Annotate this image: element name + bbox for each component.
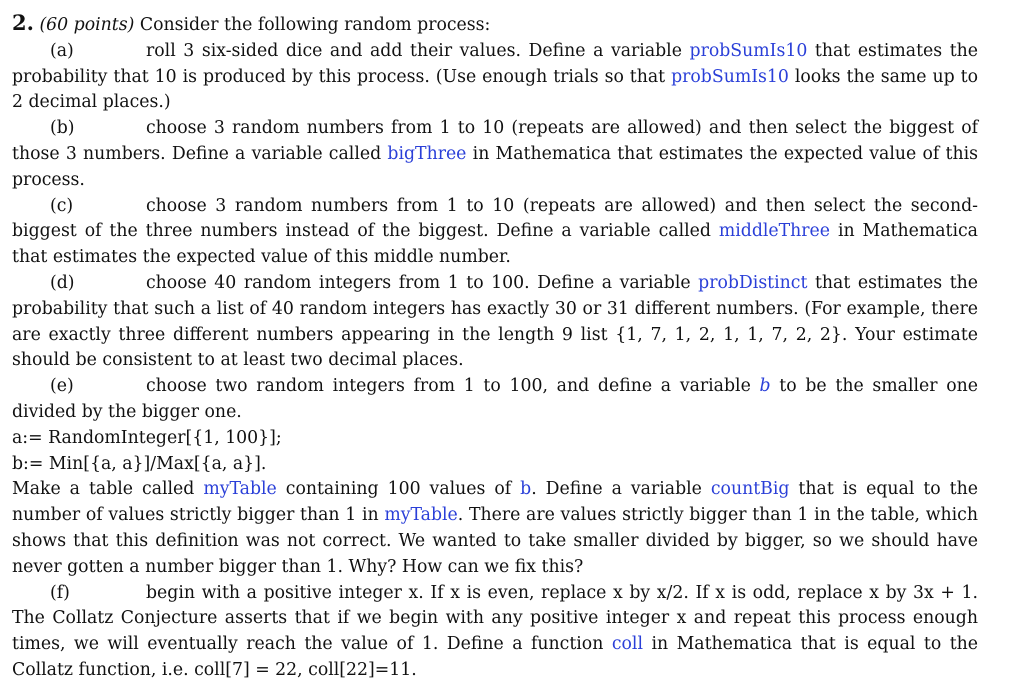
var-mytable-2: myTable bbox=[384, 505, 458, 526]
part-a-text-2: that estimates the probability that 10 is produced by this process. (Use enough trials so that bbox=[12, 40, 979, 87]
part-a-text-3: looks the same up to 2 decimal places.) bbox=[12, 66, 978, 113]
var-bigthree: bigThree bbox=[387, 143, 467, 164]
var-middlethree: middleThree bbox=[718, 221, 831, 242]
var-probsumis10: probSumIs10 bbox=[689, 40, 808, 61]
part-d bbox=[12, 271, 978, 374]
part-f-label: (f) bbox=[50, 582, 70, 603]
part-f-text-1: begin with a positive integer x. If x is even, replace x by x/2. If x is odd, replace x by 3x + 1. The Collatz Conjecture asserts that if we begin with any positive integer x and repeat this process enough times, we will eventually reach the value of 1. Define a function bbox=[12, 582, 978, 655]
part-f-text-2: in Mathematica that is equal to the Collatz function, i.e. coll[7] = 22, coll[22]=11. bbox=[12, 634, 979, 680]
part-e-text-6: that is equal to the number of values strictly bigger than 1 in bbox=[12, 479, 978, 526]
part-c-text-2: in Mathematica that estimates the expected value of this middle number. bbox=[12, 221, 978, 268]
part-e-text-5: . Define a variable bbox=[531, 479, 711, 500]
var-b: b bbox=[759, 376, 771, 397]
part-b-label: (b) bbox=[50, 118, 75, 139]
part-c bbox=[12, 194, 978, 271]
part-a-label: (a) bbox=[50, 40, 74, 61]
var-probsumis10-2: probSumIs10 bbox=[671, 66, 789, 87]
question-number: 2. bbox=[12, 10, 34, 35]
part-d-text-2: that estimates the probability that such a list of 40 random integers has exactly 30 or 31 different numbers. (For example, there are exactly three different numbers appearing in the length 9 list {1, 7, 1, 2, 1, 1, 7, 2, 2}. Your estimate should be consistent to at least two decimal places. bbox=[12, 272, 978, 371]
part-e-text-4: containing 100 values of bbox=[276, 479, 521, 500]
part-e-text-2: to be the smaller one divided by the bigger one. bbox=[12, 376, 978, 422]
code-line-b: b:= Min[{a, a}]/Max[{a, a}]. bbox=[12, 453, 267, 474]
var-probdistinct: probDistinct bbox=[698, 272, 808, 293]
part-e-text-7: . There are values strictly bigger than 1 in the table, which shows that this definition was not correct. We wanted to take smaller divided by bigger, so we should have never gotten a number bigger than 1. Why? How can we fix this? bbox=[12, 505, 978, 577]
question-header bbox=[12, 10, 978, 39]
part-d-text-1: choose 40 random integers from 1 to 100. Define a variable bbox=[146, 272, 699, 293]
part-c-text-1: choose 3 random numbers from 1 to 10 (repeats are allowed) and then select the second-biggest of the three numbers instead of the biggest. Define a variable called bbox=[12, 195, 978, 242]
code-line-a: a:= RandomInteger[{1, 100}]; bbox=[12, 427, 282, 448]
part-c-label: (c) bbox=[50, 195, 74, 216]
part-b-text-2: in Mathematica that estimates the expected value of this process. bbox=[12, 143, 978, 190]
part-a-text-1: roll 3 six-sided dice and add their values. Define a variable bbox=[146, 40, 690, 61]
var-b-2: b bbox=[520, 479, 532, 500]
part-e-text-3: Make a table called bbox=[12, 479, 204, 500]
part-b bbox=[12, 116, 978, 193]
part-e bbox=[12, 374, 978, 426]
var-mytable: myTable bbox=[203, 479, 277, 500]
part-b-text-1: choose 3 random numbers from 1 to 10 (repeats are allowed) and then select the biggest of those 3 numbers. Define a variable called bbox=[12, 118, 978, 164]
part-f bbox=[12, 581, 978, 684]
var-countbig: countBig bbox=[710, 479, 790, 500]
part-e-label: (e) bbox=[50, 376, 74, 397]
question-points: (60 points) bbox=[39, 15, 135, 35]
question-intro: Consider the following random process: bbox=[139, 15, 491, 35]
var-coll: coll bbox=[611, 634, 643, 655]
part-a bbox=[12, 39, 978, 116]
part-e-text-1: choose two random integers from 1 to 100, and define a variable bbox=[146, 376, 760, 397]
part-e-continuation bbox=[12, 477, 978, 580]
part-d-label: (d) bbox=[50, 272, 75, 293]
